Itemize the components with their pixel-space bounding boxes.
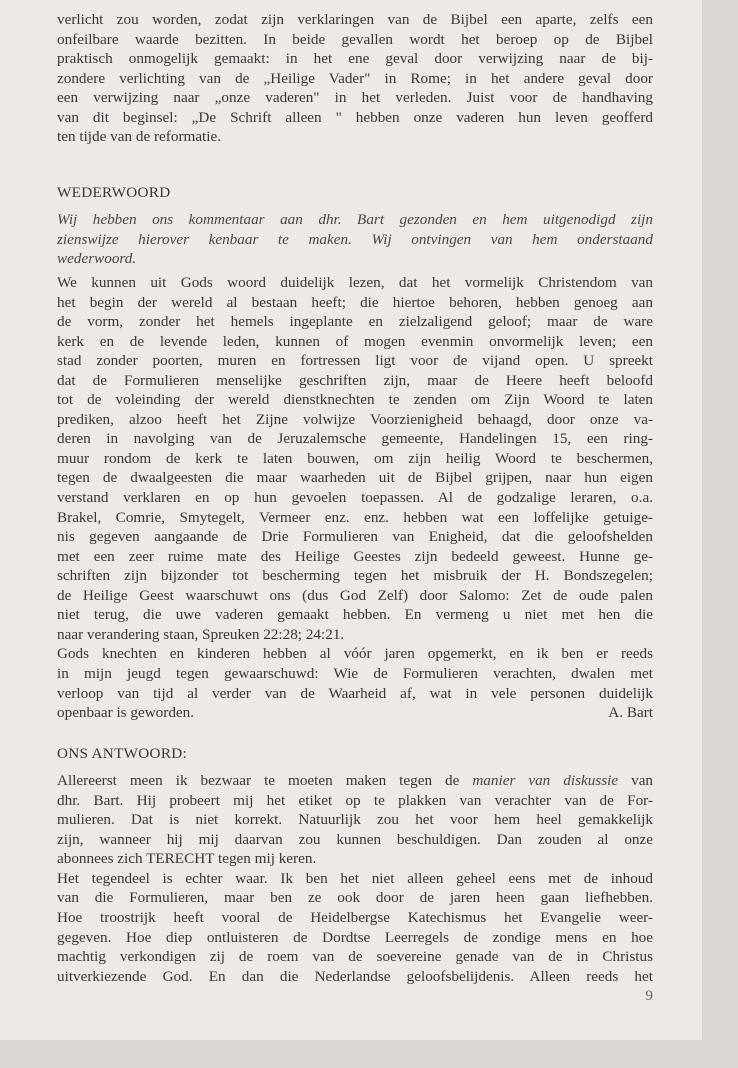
text-line: Hoe troostrijk heeft vooral de Heidelbergse Katechismus het Evangelie weer- — [57, 908, 653, 926]
text-line: uitverkiezende God. En dan die Nederlandse geloofsbelijdenis. Alleen reeds het — [57, 967, 653, 985]
text-line: Brakel, Comrie, Smytegelt, Vermeer enz. enz. hebben wat een loffelijke getuige- — [57, 508, 653, 526]
text-line: met een zeer ruime mate des Heilige Geestes zijn bedeeld geweest. Hunne ge- — [57, 547, 653, 565]
text-line: prediken, alzoo heeft het Zijne volwijze Voorzienigheid behaagd, door onze va- — [57, 410, 653, 428]
text-line: niet terug, die uwe vaderen gemaakt hebben. En vermeng u niet met hen die — [57, 606, 653, 624]
text-line: tegen de dwaalgeesten die maar waarheden uit de Bijbel grijpen, naar hun eigen — [57, 469, 653, 487]
text-line: Gods knechten en kinderen hebben al vóór jaren opgemerkt, en ik ben er reeds — [57, 645, 653, 663]
text-line: naar verandering staan, Spreuken 22:28; 24:21. — [57, 625, 345, 643]
page-body — [57, 10, 653, 1006]
text-line: gegeven. Hoe diep ontluisteren de Dordtse Leerregels de zondige mens en hoe — [57, 928, 653, 946]
text-line: stad zonder poorten, muren en fortressen ligt voor de vijand open. U spreekt — [57, 352, 653, 370]
paragraph-4 — [57, 771, 653, 869]
text-line: het begin der wereld al bestaan heeft; die hiertoe behoren, hebben genoeg aan — [57, 293, 653, 311]
signature-line — [57, 703, 653, 723]
text-line: wederwoord. — [57, 250, 137, 268]
text-line: in mijn jeugd tegen gewaarschuwd: Wie de Formulieren verachten, dwalen met — [57, 664, 653, 682]
text-line: zienswijze hierover kenbaar te maken. Wij ontvingen van hem onderstaand — [57, 230, 653, 248]
text-line: machtig verkondigen zij de roem van de soevereine genade van de in Christus — [57, 948, 653, 966]
signature: A. Bart — [608, 704, 653, 722]
text-line: openbaar is geworden. — [57, 704, 195, 722]
paragraph-5 — [57, 869, 653, 986]
text-line: de Heilige Geest waarschuwt ons (dus God Zelf) door Salomo: Zet de oude palen — [57, 586, 653, 604]
page-number: 9 — [645, 987, 653, 1005]
text-line: zondere verlichting van de „Heilige Vader" in Rome; in het andere geval door — [57, 69, 653, 87]
text-line: dat de Formulieren menselijke geschriften zijn, maar de Heere heeft beloofd — [57, 371, 653, 389]
text-line: van die Formulieren, maar ben ze ook door de jaren heen gaan liefhebben. — [57, 889, 653, 907]
section-heading-wederwoord: WEDERWOORD — [57, 183, 171, 201]
text-segment: Allereerst meen ik bezwaar te moeten maken tegen de — [57, 772, 460, 790]
text-line: We kunnen uit Gods woord duidelijk lezen, dat het vormelijk Christendom van — [57, 274, 653, 292]
text-line: Wij hebben ons kommentaar aan dhr. Bart gezonden en hem uitgenodigd zijn — [57, 211, 653, 229]
paragraph-2 — [57, 273, 653, 644]
text-line: schriften zijn bijzonder tot bescherming tegen het misbruik der H. Bondszegelen; — [57, 567, 653, 585]
emphasis: manier van diskussie — [472, 772, 619, 790]
text-line: verlicht zou worden, zodat zijn verklaringen van de Bijbel een aparte, zelfs een — [57, 11, 653, 28]
text-line — [57, 771, 653, 791]
text-line: verstand verklaren en op hun gevoelen toepassen. Al de godzalige leraren, o.a. — [57, 489, 653, 507]
text-line: praktisch onmogelijk gemaakt: in het ene geval door verwijzing naar de bij- — [57, 50, 653, 68]
text-line: zijn, wanneer hij mij daarvan zou kunnen beschuldigen. Dan zouden al onze — [57, 830, 653, 848]
text-line: tot de voleinding der wereld dienstknechten te zenden om Zijn Woord te laten — [57, 391, 653, 409]
text-line: dhr. Bart. Hij probeert mij het etiket op te plakken van verachter van de For- — [57, 791, 653, 809]
text-line: Het tegendeel is echter waar. Ik ben het niet alleen geheel eens met de inhoud — [57, 869, 653, 887]
text-line: mulieren. Dat is niet korrekt. Natuurlijk zou het voor hem heel gemakkelijk — [57, 811, 653, 829]
text-line: deren in navolging van de Jeruzalemsche gemeente, Handelingen 15, een ring- — [57, 430, 653, 448]
text-line: muur rondom de kerk te laten bouwen, om zijn heilig Woord te beschermen, — [57, 449, 653, 467]
text-line: abonnees zich TERECHT tegen mij keren. — [57, 850, 317, 868]
text-line: verloop van tijd al verder van de Waarheid af, wat in vele personen duidelijk — [57, 684, 653, 702]
text-line: van dit beginsel: „De Schrift alleen " hebben onze vaderen hun leven geofferd — [57, 108, 653, 126]
text-line: ten tijde van de reformatie. — [57, 128, 222, 146]
paragraph-3 — [57, 644, 653, 703]
text-line: onfeilbare waarde bezitten. In beide gevallen wordt het beroep op de Bijbel — [57, 30, 653, 48]
text-line: de vorm, zonder het hemels ingeplante en zielzaligend geloof; maar de ware — [57, 313, 653, 331]
text-line: nis gegeven aangaande de Drie Formulieren van Enigheid, dat die geloofshelden — [57, 528, 653, 546]
text-line: een verwijzing naar „onze vaderen" in het verleden. Juist voor de handhaving — [57, 89, 653, 107]
section-heading-ons-antwoord: ONS ANTWOORD: — [57, 744, 188, 762]
text-line: kerk en de levende leden, kunnen of mogen evenmin onvormelijk leven; een — [57, 332, 653, 350]
text-segment: van — [631, 772, 654, 790]
paragraph-1 — [57, 10, 653, 147]
intro-italic — [57, 210, 653, 269]
